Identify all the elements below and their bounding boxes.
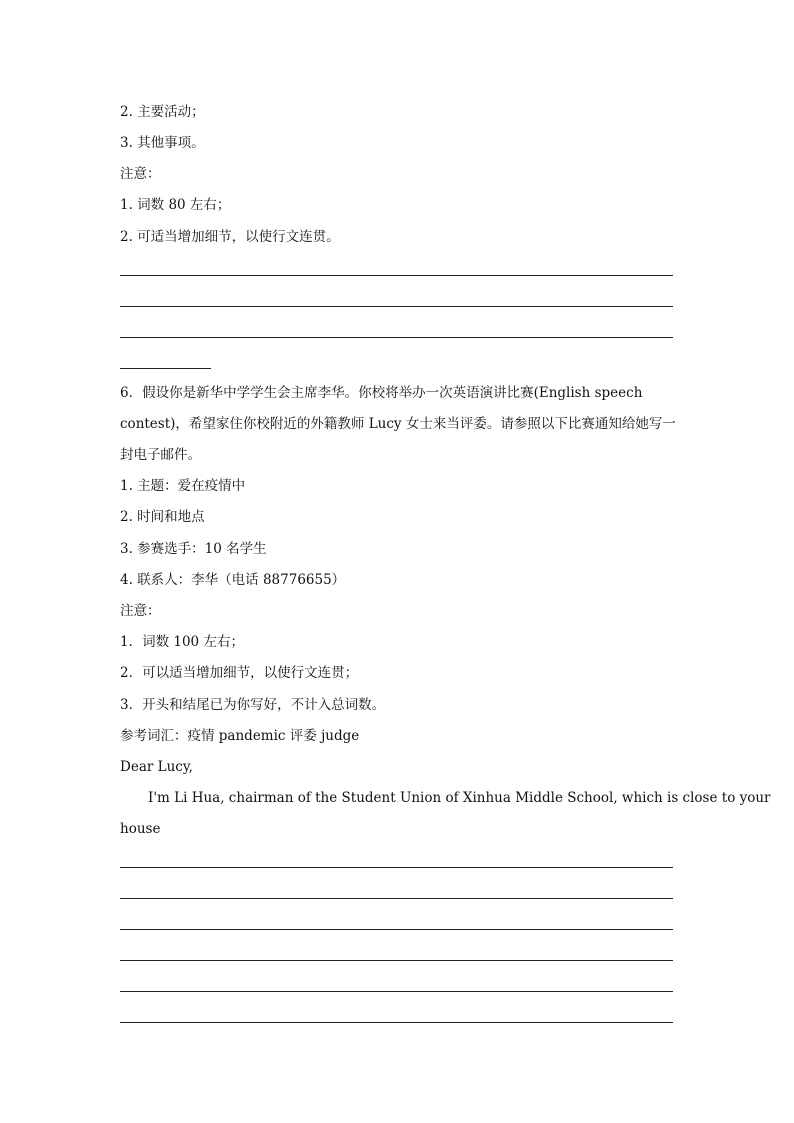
section6-item-3: 3. 参赛选手：10 名学生 [120,541,267,557]
answer-line[interactable] [120,898,673,899]
letter-opening-line-2: house [120,821,161,837]
section5-note-2: 2. 可适当增加细节，以使行文连贯。 [120,229,340,245]
section5-item-2: 2. 主要活动； [120,104,205,120]
answer-line[interactable] [120,337,673,338]
section5-note-1: 1. 词数 80 左右； [120,197,231,213]
answer-line-short[interactable] [120,368,211,369]
letter-greeting: Dear Lucy, [120,759,193,775]
section6-prompt-line-3: 封电子邮件。 [120,447,201,463]
answer-line[interactable] [120,1022,673,1023]
section5-notes-title: 注意： [120,166,161,182]
section6-note-2: 2．可以适当增加细节，以使行文连贯； [120,665,359,681]
section6-item-1: 1. 主题：爱在疫情中 [120,478,246,494]
answer-line[interactable] [120,991,673,992]
section6-item-4: 4. 联系人：李华（电话 88776655） [120,572,346,588]
section6-note-1: 1．词数 100 左右； [120,634,244,650]
section6-vocab: 参考词汇：疫情 pandemic 评委 judge [120,728,360,744]
section6-prompt-line-1: 6．假设你是新华中学学生会主席李华。你校将举办一次英语演讲比赛(English speech [120,385,643,401]
letter-opening-line-1: I'm Li Hua, chairman of the Student Union of Xinhua Middle School, which is close to your [148,790,771,806]
section6-note-3: 3．开头和结尾已为你写好，不计入总词数。 [120,697,386,713]
section6-notes-title: 注意： [120,603,161,619]
answer-line[interactable] [120,306,673,307]
section5-item-3: 3. 其他事项。 [120,135,205,151]
answer-line[interactable] [120,960,673,961]
section6-prompt-line-2: contest)，希望家住你校附近的外籍教师 Lucy 女士来当评委。请参照以下比赛通知给她写一 [120,416,676,432]
answer-line[interactable] [120,867,673,868]
section6-item-2: 2. 时间和地点 [120,509,205,525]
answer-line[interactable] [120,275,673,276]
answer-line[interactable] [120,929,673,930]
